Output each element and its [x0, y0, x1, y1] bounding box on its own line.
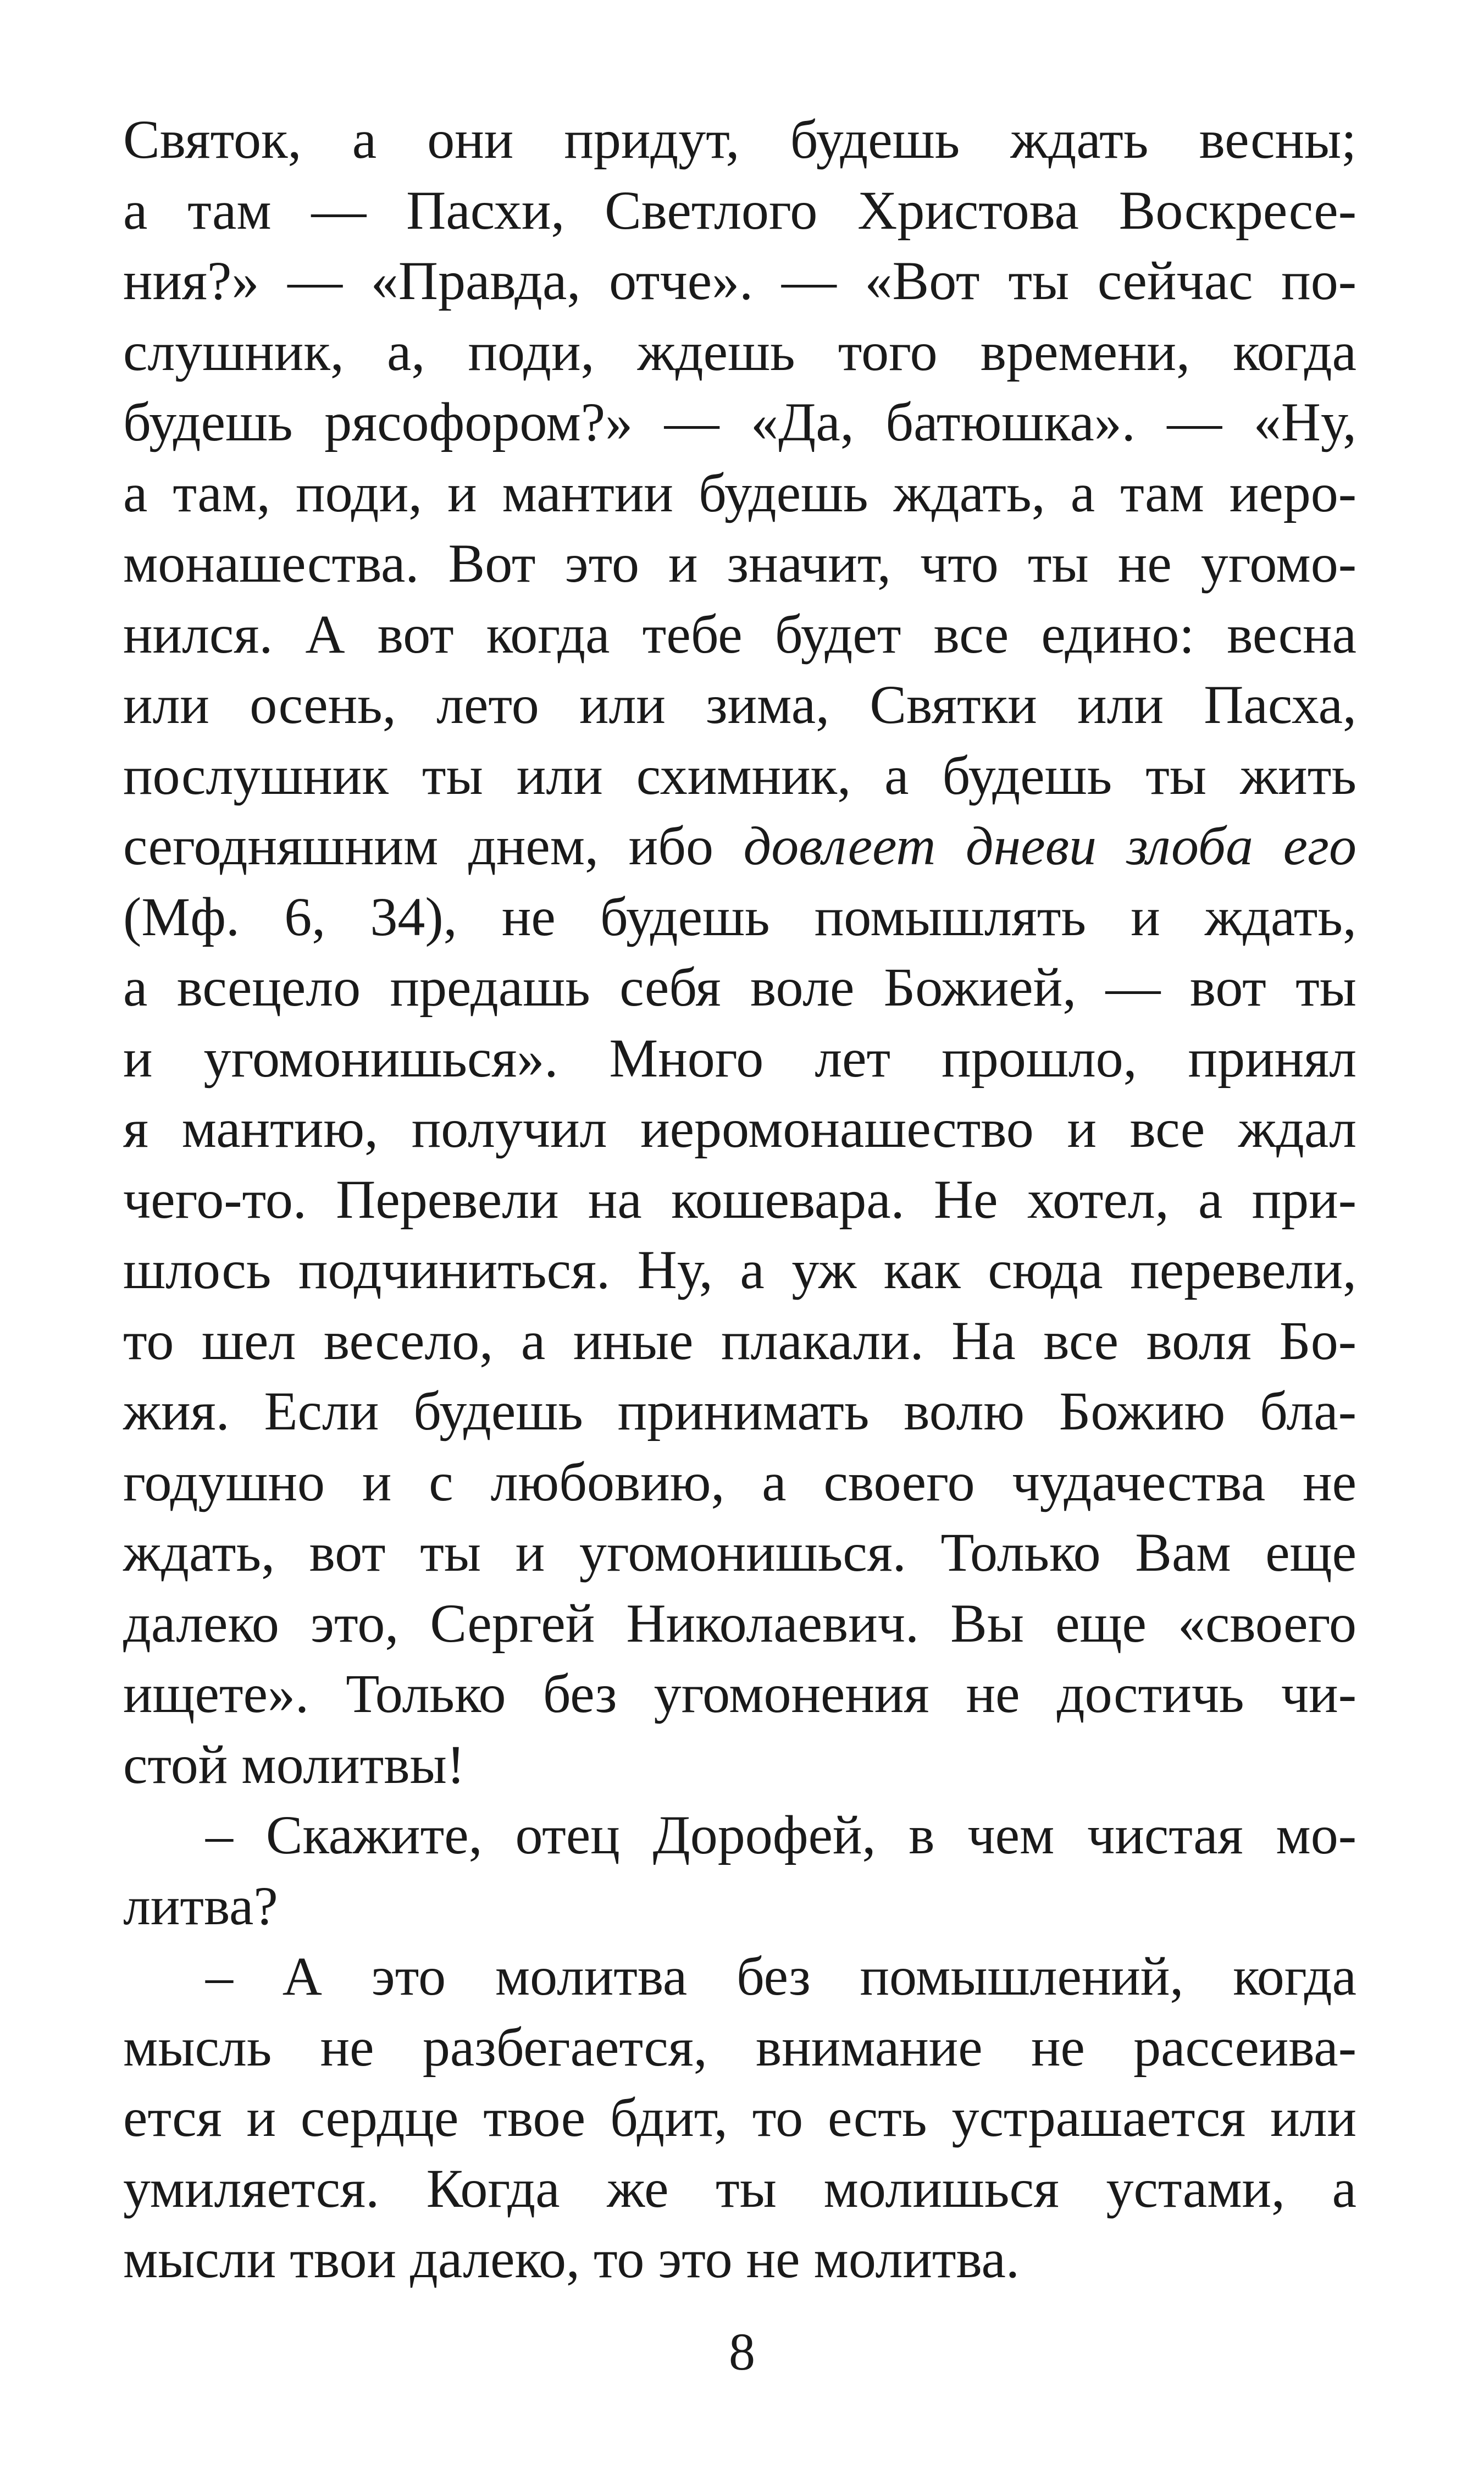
text-line [123, 1447, 1356, 1518]
text-line-content: чего-то. Перевели на кошевара. Не хотел, а при- [123, 1168, 1356, 1230]
text-line [123, 1376, 1356, 1447]
text-line-content: шлось подчиниться. Ну, а уж как сюда перевели, [123, 1239, 1356, 1300]
text-line-content: будешь рясофором?» — «Да, батюшка». — «Ну, [123, 391, 1356, 452]
text-line-content: – А это молитва без помышлений, когда [206, 1946, 1356, 2007]
text-line [123, 2153, 1356, 2224]
text-line-content: слушник, а, поди, ждешь того времени, когда [123, 321, 1356, 382]
text-line [123, 317, 1356, 388]
text-line [123, 882, 1356, 953]
text-line [123, 1517, 1356, 1588]
text-line [123, 175, 1356, 246]
text-line [123, 2012, 1356, 2083]
text-line [123, 246, 1356, 317]
text-line-content: жия. Если будешь принимать волю Божию бла- [123, 1380, 1356, 1442]
text-line-content: – Скажите, отец Дорофей, в чем чистая мо- [206, 1804, 1356, 1865]
text-line-content: послушник ты или схимник, а будешь ты жить [123, 744, 1356, 806]
text-line [123, 1659, 1356, 1730]
text-line [123, 1941, 1356, 2012]
text-line-content: (Мф. 6, 34), не будешь помышлять и ждать, [123, 886, 1356, 947]
text-line-content: ется и сердце твое бдит, то есть устрашается или [123, 2087, 1356, 2148]
text-line [123, 670, 1356, 741]
text-line [123, 1871, 1356, 1942]
text-line-content: мысли твои далеко, то это не молитва. [123, 2228, 1020, 2289]
text-line [123, 1235, 1356, 1306]
text-line-content: литва? [123, 1875, 278, 1936]
text-line-content: а там, поди, и мантии будешь ждать, а там иеро- [123, 462, 1356, 523]
text-line-content: я мантию, получил иеромонашество и все ждал [123, 1098, 1356, 1159]
text-line [123, 1730, 1356, 1801]
text-line [123, 2224, 1356, 2295]
page-number: 8 [729, 2322, 755, 2381]
text-line [123, 104, 1356, 175]
text-line [123, 458, 1356, 529]
text-line-content: умиляется. Когда же ты молишься устами, а [123, 2157, 1356, 2219]
text-line [123, 1094, 1356, 1164]
text-line-content: нился. А вот когда тебе будет все едино: весна [123, 603, 1356, 665]
text-line-content: а там — Пасхи, Светлого Христова Воскресе- [123, 179, 1356, 241]
text-line-content: мысль не разбегается, внимание не рассеива- [123, 2016, 1356, 2078]
text-line-content: ждать, вот ты и угомонишься. Только Вам еще [123, 1522, 1356, 1583]
text-line [123, 1023, 1356, 1094]
text-line [123, 599, 1356, 670]
italic-quote: довлеет дневи злоба его [743, 815, 1357, 876]
text-line-content: ищете». Только без угомонения не достичь чи- [123, 1663, 1356, 1724]
text-line-content: Святок, а они придут, будешь ждать весны; [123, 109, 1356, 170]
text-line [123, 1164, 1356, 1235]
text-line [123, 1800, 1356, 1871]
text-line-content: далеко это, Сергей Николаевич. Вы еще «своего [123, 1592, 1356, 1654]
text-line-content: ния?» — «Правда, отче». — «Вот ты сейчас по- [123, 250, 1356, 311]
text-line [123, 2083, 1356, 2153]
page-body [123, 104, 1356, 2295]
text-line [123, 1306, 1356, 1377]
text-line-content: и угомонишься». Много лет прошло, принял [123, 1027, 1356, 1089]
text-line [123, 387, 1356, 458]
text-line [123, 528, 1356, 599]
text-line-content: монашества. Вот это и значит, что ты не угомо- [123, 533, 1356, 594]
text-line [123, 1588, 1356, 1659]
text-line-content: годушно и с любовию, а своего чудачества не [123, 1451, 1356, 1512]
text-line [123, 952, 1356, 1023]
text-line-content: а всецело предашь себя воле Божией, — вот ты [123, 957, 1356, 1018]
text-line-content: сегодняшним днем, ибо [123, 815, 744, 876]
text-line [123, 811, 1356, 882]
text-line [123, 741, 1356, 811]
text-line-content: или осень, лето или зима, Святки или Пасха, [123, 674, 1356, 735]
text-line-content: стой молитвы! [123, 1733, 466, 1795]
text-line-content: то шел весело, а иные плакали. На все воля Бо- [123, 1310, 1356, 1371]
